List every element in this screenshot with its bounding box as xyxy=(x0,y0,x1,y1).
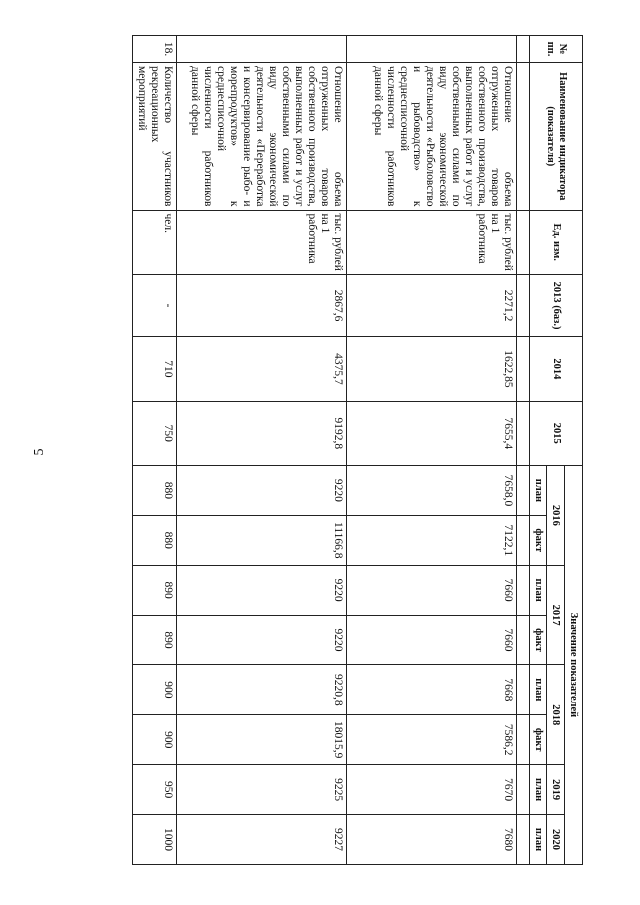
indicator-unit: тыс. рублей на 1 работника xyxy=(177,210,347,274)
header-2019: 2019 xyxy=(547,765,565,815)
value-2016-fact: 7122,1 xyxy=(347,515,517,565)
header-2017: 2017 xyxy=(547,565,565,665)
value-2020-plan: 9227 xyxy=(177,815,347,865)
header-2020: 2020 xyxy=(547,815,565,865)
header-name: Наименование индикатора (показателя) xyxy=(530,63,583,211)
value-2015: 7655,4 xyxy=(347,401,517,465)
value-2016-fact: 880 xyxy=(133,515,177,565)
row-number xyxy=(347,36,517,63)
header-no: № пп. xyxy=(530,36,583,63)
indicator-table-container xyxy=(136,35,583,865)
value-2017-fact: 9220 xyxy=(177,615,347,665)
header-2018-fact: факт xyxy=(530,715,547,765)
table-row xyxy=(347,36,517,865)
value-2018-plan: 900 xyxy=(133,665,177,715)
indicator-unit: чел. xyxy=(133,210,177,274)
header-2016-fact: факт xyxy=(530,515,547,565)
value-2017-plan: 9220 xyxy=(177,565,347,615)
value-2019-plan: 7670 xyxy=(347,765,517,815)
value-2016-fact: 11166,8 xyxy=(177,515,347,565)
indicator-name: Отношение объема отгруженных товаров собственного производства, выполненных работ и услуг собственными силами по виду экономической деятельности «Переработка и консервирование рыбо- и морепродуктов» к среднесписочной численности работников данной сферы xyxy=(177,63,347,211)
value-2016-plan: 7658,0 xyxy=(347,465,517,515)
header-2013: 2013 (баз.) xyxy=(530,274,583,336)
value-2013: 2867,6 xyxy=(177,274,347,336)
page-number-text: 5 xyxy=(32,448,47,456)
indicator-name: Количество участников рекреационных мероприятий xyxy=(133,63,177,211)
header-2015: 2015 xyxy=(530,401,583,465)
header-2018-plan: план xyxy=(530,665,547,715)
value-2017-plan: 7660 xyxy=(347,565,517,615)
value-2017-fact: 890 xyxy=(133,615,177,665)
value-2015: 750 xyxy=(133,401,177,465)
header-unit: Ед. изм. xyxy=(530,210,583,274)
table-row xyxy=(177,36,347,865)
value-2018-fact: 7586,2 xyxy=(347,715,517,765)
header-values-group: Значение показателей xyxy=(565,465,583,864)
value-2016-plan: 9220 xyxy=(177,465,347,515)
value-2014: 1622,85 xyxy=(347,337,517,401)
header-2020-plan: план xyxy=(530,815,547,865)
value-2014: 710 xyxy=(133,337,177,401)
header-2014: 2014 xyxy=(530,337,583,401)
header-2017-fact: факт xyxy=(530,615,547,665)
indicator-unit: тыс. рублей на 1 работника xyxy=(347,210,517,274)
value-2020-plan: 7680 xyxy=(347,815,517,865)
spacer-row xyxy=(517,36,530,865)
indicator-name: Отношение объема отгруженных товаров собственного производства, выполненных работ и услуг собственными силами по виду экономической деятельности «Рыболовство и рыбоводство» к среднесписочной численности работников данной сферы xyxy=(347,63,517,211)
table-row xyxy=(133,36,177,865)
value-2013: 2271,2 xyxy=(347,274,517,336)
header-2019-plan: план xyxy=(530,765,547,815)
indicator-table xyxy=(132,35,583,865)
header-2016-plan: план xyxy=(530,465,547,515)
value-2018-fact: 18015,9 xyxy=(177,715,347,765)
value-2020-plan: 1000 xyxy=(133,815,177,865)
header-2018: 2018 xyxy=(547,665,565,765)
value-2015: 9192,8 xyxy=(177,401,347,465)
header-2017-plan: план xyxy=(530,565,547,615)
row-number xyxy=(177,36,347,63)
header-2016: 2016 xyxy=(547,465,565,565)
value-2019-plan: 950 xyxy=(133,765,177,815)
value-2016-plan: 880 xyxy=(133,465,177,515)
value-2017-plan: 890 xyxy=(133,565,177,615)
value-2013: - xyxy=(133,274,177,336)
value-2018-plan: 9220,8 xyxy=(177,665,347,715)
header-row-1 xyxy=(565,36,583,865)
value-2017-fact: 7660 xyxy=(347,615,517,665)
value-2014: 4375,7 xyxy=(177,337,347,401)
row-number: 18. xyxy=(133,36,177,63)
value-2019-plan: 9225 xyxy=(177,765,347,815)
value-2018-plan: 7668 xyxy=(347,665,517,715)
value-2018-fact: 900 xyxy=(133,715,177,765)
